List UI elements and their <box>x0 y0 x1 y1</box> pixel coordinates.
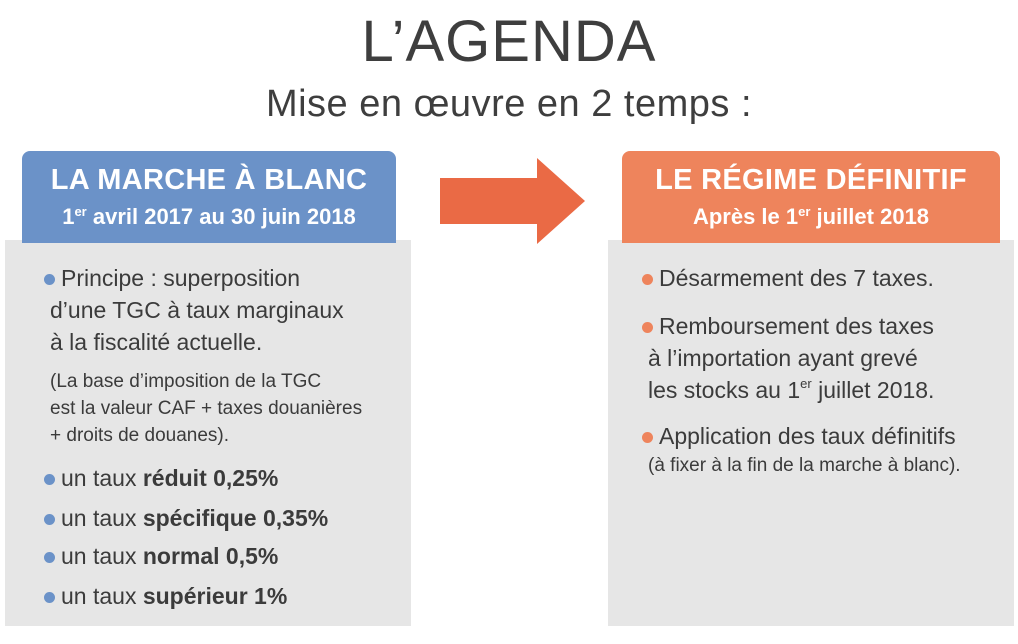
item-line: Application des taux définitifs <box>659 423 956 449</box>
rate-item <box>61 502 328 534</box>
principle-line: à la fiscalité actuelle. <box>50 329 263 355</box>
right-item-disarm <box>659 262 934 294</box>
rate-prefix: un taux <box>61 465 143 491</box>
left-note <box>50 368 362 449</box>
rate-value: supérieur 1% <box>142 583 288 609</box>
rate-value: réduit 0,25% <box>142 465 279 491</box>
bullet-icon <box>44 474 55 485</box>
item-line-prefix: les stocks au 1 <box>648 377 801 403</box>
note-line: + droits de douanes). <box>50 425 230 446</box>
left-panel-title: LA MARCHE À BLANC <box>50 164 368 196</box>
left-panel-date <box>22 203 396 231</box>
right-panel-header <box>622 151 1000 243</box>
left-date-sup: er <box>74 204 87 219</box>
right-panel-title: LE RÉGIME DÉFINITIF <box>655 164 967 196</box>
right-item-refund <box>648 310 935 406</box>
bullet-icon <box>44 274 55 285</box>
left-date-prefix: 1 <box>62 204 75 229</box>
left-panel-header <box>22 151 396 243</box>
principle-line: d’une TGC à taux marginaux <box>50 297 344 323</box>
rate-prefix: un taux <box>61 505 143 531</box>
right-panel-date <box>622 203 1000 231</box>
item-line <box>648 374 934 406</box>
right-date-prefix: Après le 1 <box>692 204 799 229</box>
right-date-rest: juillet 2018 <box>810 204 930 229</box>
rate-item <box>61 540 278 572</box>
item-line: Désarmement des 7 taxes. <box>659 265 934 291</box>
rate-prefix: un taux <box>61 583 143 609</box>
rate-value: spécifique 0,35% <box>142 505 329 531</box>
right-item-apply <box>659 420 956 452</box>
principle-line: Principe : superposition <box>61 265 301 291</box>
rate-prefix: un taux <box>61 543 143 569</box>
bullet-icon <box>44 592 55 603</box>
rate-item <box>61 580 287 612</box>
left-date-rest: avril 2017 au 30 juin 2018 <box>86 204 356 229</box>
bullet-icon <box>44 552 55 563</box>
bullet-icon <box>44 514 55 525</box>
note-line: est la valeur CAF + taxes douanières <box>50 398 363 419</box>
rate-item <box>61 462 278 494</box>
rate-value: normal 0,5% <box>142 543 279 569</box>
right-date-sup: er <box>798 204 811 219</box>
page-title: L’AGENDA <box>361 9 657 74</box>
bullet-icon <box>642 432 653 443</box>
left-item-principle <box>50 262 344 358</box>
note-line: (La base d’imposition de la TGC <box>50 371 322 392</box>
item-line-sup: er <box>800 376 812 391</box>
bullet-icon <box>642 274 653 285</box>
page-subtitle: Mise en œuvre en 2 temps : <box>265 83 753 125</box>
right-arrow-icon <box>440 158 585 244</box>
item-line: Remboursement des taxes <box>659 313 934 339</box>
item-line-rest: juillet 2018. <box>811 377 935 403</box>
right-note: (à fixer à la fin de la marche à blanc). <box>648 455 961 476</box>
item-line: à l’importation ayant grevé <box>648 345 918 371</box>
bullet-icon <box>642 322 653 333</box>
